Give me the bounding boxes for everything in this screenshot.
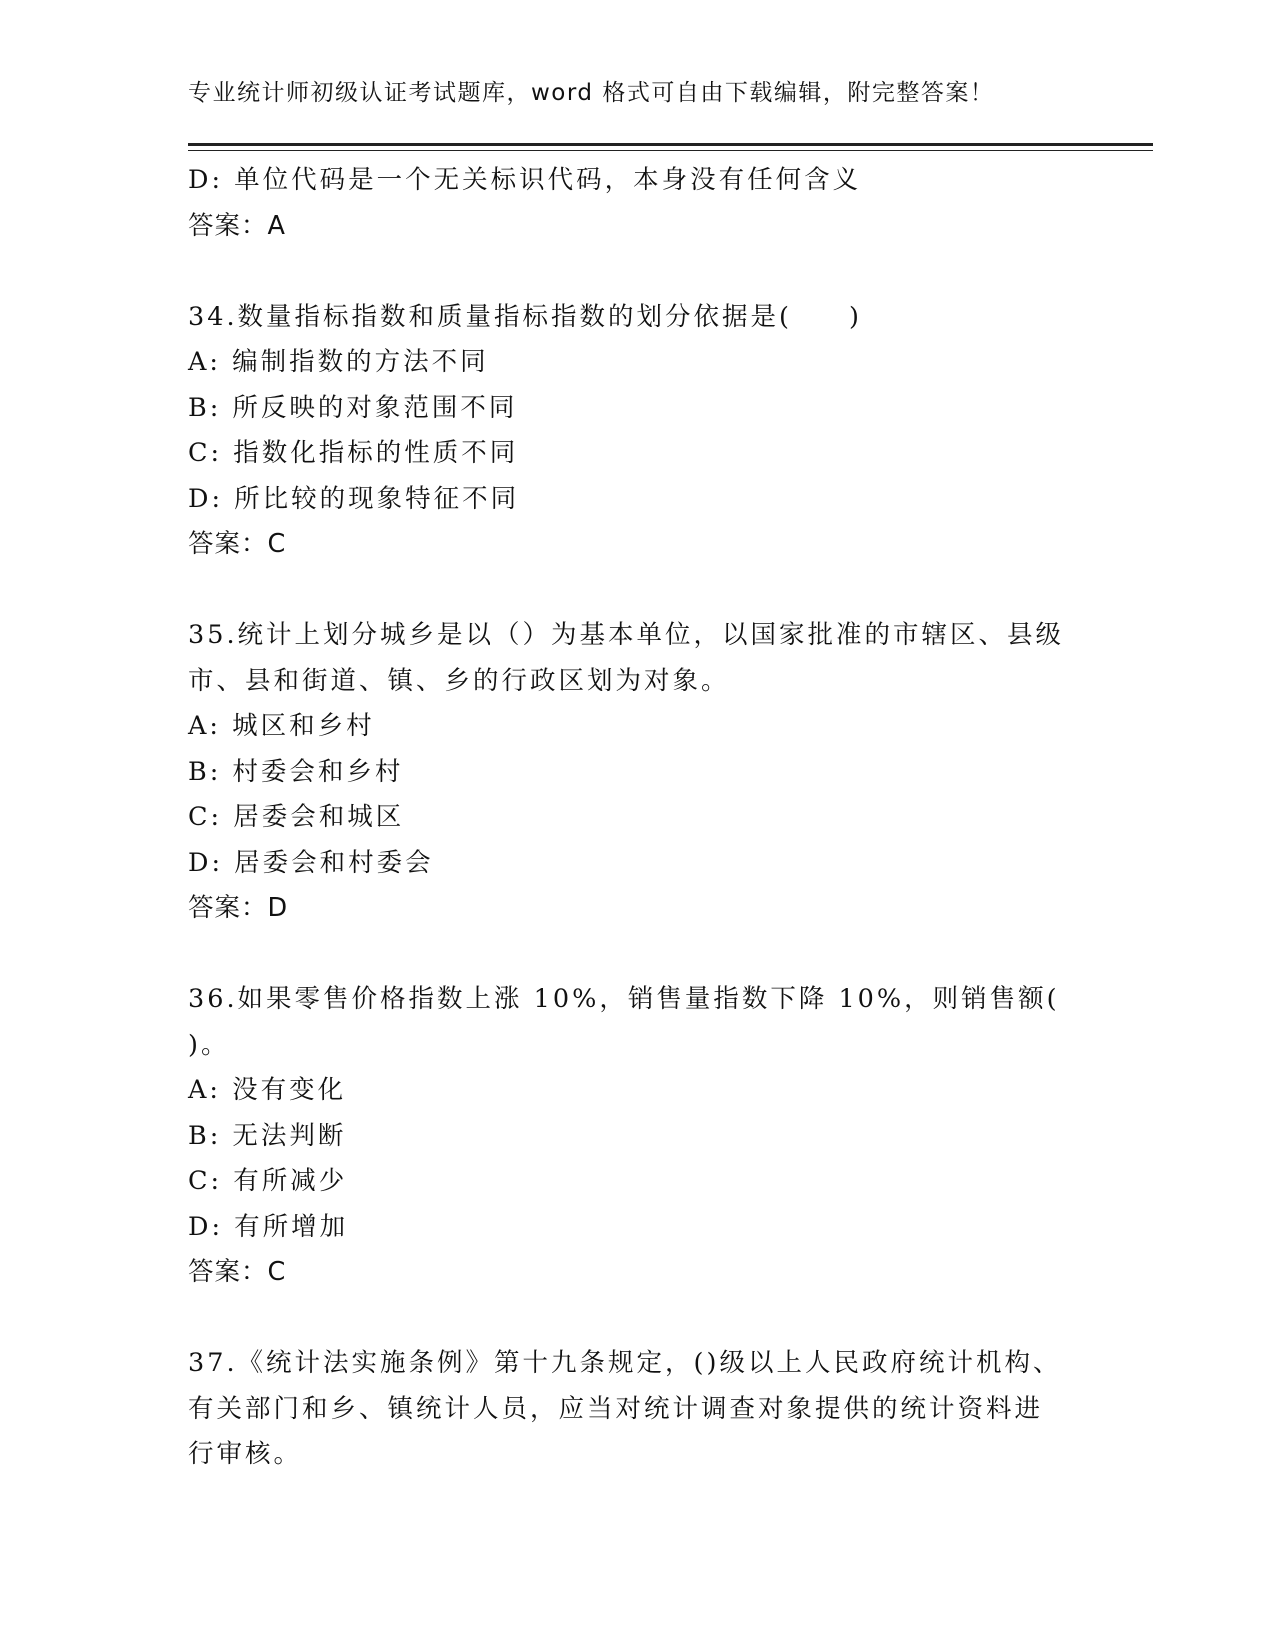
previous-question-tail [188,158,1088,249]
option-c: C: 居委会和城区 [188,802,405,832]
question-stem-continued: )。 [188,1029,230,1060]
answer-line: 答案：A [188,210,286,241]
spacer [188,932,1088,978]
question-35 [188,613,1088,932]
spacer [188,249,1088,295]
answer-line: 答案：C [188,1257,287,1287]
option-d: D: 有所增加 [188,1211,349,1242]
option-d: D: 居委会和村委会 [188,847,434,878]
question-list [188,158,1088,1478]
answer-line: 答案：D [188,893,289,923]
question-stem-continued: 市、县和街道、镇、乡的行政区划为对象。 [188,665,730,696]
header-rule-thick [188,143,1153,146]
header-rule-thin [188,150,1153,151]
option-d: D: 单位代码是一个无关标识代码，本身没有任何含义 [188,165,862,195]
question-stem: 35.统计上划分城乡是以（）为基本单位，以国家批准的市辖区、县级 [188,620,1065,650]
question-stem-continued: 有关部门和乡、镇统计人员，应当对统计调查对象提供的统计资料进 [188,1393,1044,1424]
option-a: A: 没有变化 [188,1075,347,1105]
question-37 [188,1341,1088,1478]
option-c: C: 有所减少 [188,1166,348,1196]
option-b: B: 村委会和乡村 [188,756,404,787]
option-b: B: 所反映的对象范围不同 [188,392,518,423]
spacer [188,1296,1088,1342]
question-34 [188,295,1088,568]
spacer [188,568,1088,614]
page-header: 专业统计师初级认证考试题库，word 格式可自由下载编辑，附完整答案！ [188,80,995,106]
question-36 [188,977,1088,1296]
question-stem-continued: 行审核。 [188,1439,303,1469]
option-c: C: 指数化指标的性质不同 [188,438,519,468]
question-stem: 34.数量指标指数和质量指标指数的划分依据是( ) [188,301,862,332]
answer-line: 答案：C [188,529,287,559]
option-a: A: 编制指数的方法不同 [188,347,489,377]
option-a: A: 城区和乡村 [188,711,375,741]
question-stem: 37.《统计法实施条例》第十九条规定，()级以上人民政府统计机构、 [188,1348,1062,1378]
option-b: B: 无法判断 [188,1120,347,1151]
option-d: D: 所比较的现象特征不同 [188,483,520,514]
question-stem: 36.如果零售价格指数上涨 10%，销售量指数下降 10%，则销售额( [188,984,1060,1014]
